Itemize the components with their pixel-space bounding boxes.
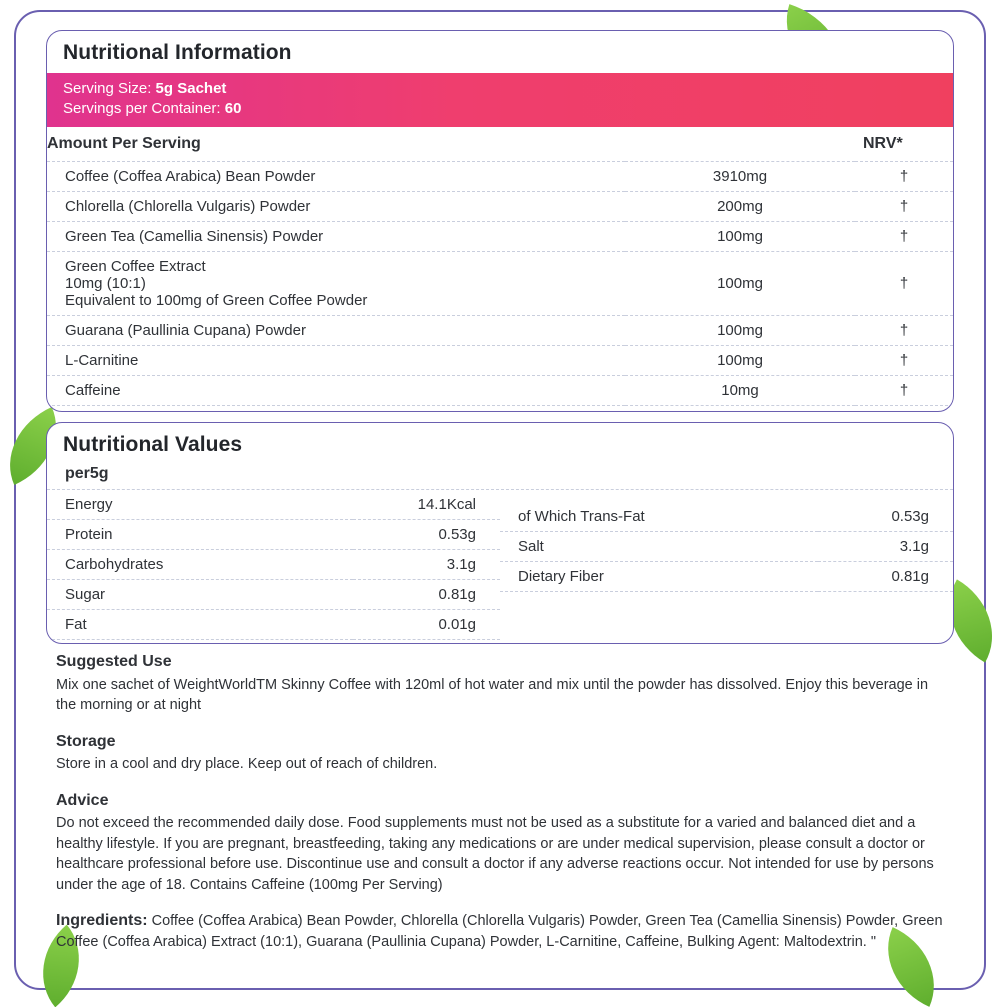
table-row xyxy=(47,346,953,376)
table-row xyxy=(47,520,500,550)
ingredients-body: Coffee (Coffea Arabica) Bean Powder, Chlorella (Chlorella Vulgaris) Powder, Green Tea (Camellia Sinensis) Powder, Green Coffee (Coffea Arabica) Extract (10:1), Guarana (Paullinia Cupana) Powder, L-Carnitine, Caffeine, Bulking Agent: Maltodextrin. " xyxy=(56,913,943,950)
value-amount xyxy=(818,604,953,616)
serving-size-value: 5g Sachet xyxy=(155,80,227,97)
value-amount: 0.01g xyxy=(353,610,500,640)
nutritional-values-left-column xyxy=(47,490,500,644)
ingredient-amount: 100mg xyxy=(625,222,855,252)
nutritional-information-table xyxy=(47,127,953,406)
value-amount: 14.1Kcal xyxy=(353,490,500,520)
nrv-footnote xyxy=(47,406,953,412)
value-amount: 3.1g xyxy=(818,532,953,562)
ingredient-amount: 100mg xyxy=(625,252,855,316)
ingredient-amount: 100mg xyxy=(625,316,855,346)
table-row xyxy=(47,490,500,520)
ingredients-label: Ingredients: xyxy=(56,912,148,929)
value-amount: 0.81g xyxy=(353,580,500,610)
nutritional-information-title: Nutritional Information xyxy=(63,41,292,64)
table-row xyxy=(500,532,953,562)
ingredient-name: Guarana (Paullinia Cupana) Powder xyxy=(47,316,625,346)
nutritional-values-left-table xyxy=(47,490,500,644)
value-key: of Which Trans-Fat xyxy=(500,502,818,532)
nutritional-values-title: Nutritional Values xyxy=(63,433,243,456)
table-row xyxy=(47,316,953,346)
ingredient-amount: 10mg xyxy=(625,376,855,406)
ingredient-amount: 200mg xyxy=(625,192,855,222)
table-row xyxy=(500,604,953,616)
table-row xyxy=(47,222,953,252)
servings-per-container-line xyxy=(63,99,937,119)
ingredient-amount: 100mg xyxy=(625,346,855,376)
nutritional-values-card xyxy=(46,422,954,644)
ingredient-subline-2: Equivalent to 100mg of Green Coffee Powder xyxy=(65,292,368,309)
table-row xyxy=(500,502,953,532)
ingredient-amount: 3910mg xyxy=(625,162,855,192)
ingredient-name: Chlorella (Chlorella Vulgaris) Powder xyxy=(47,192,625,222)
servings-per-container-value: 60 xyxy=(224,100,242,117)
ingredient-nrv: † xyxy=(855,192,953,222)
value-key xyxy=(47,640,353,645)
table-row xyxy=(47,550,500,580)
value-key: Fat xyxy=(47,610,353,640)
serving-band xyxy=(47,73,953,127)
value-key xyxy=(500,592,818,605)
suggested-use-heading: Suggested Use xyxy=(56,653,172,670)
value-amount: 0.81g xyxy=(818,562,953,592)
column-header-nrv: NRV* xyxy=(855,127,953,162)
nutritional-values-right-column xyxy=(500,490,953,644)
per-serving-label: per5g xyxy=(47,465,953,490)
ingredient-name: Green Coffee Extract xyxy=(65,258,206,275)
value-key xyxy=(500,490,818,502)
ingredients-section xyxy=(56,911,952,952)
table-row xyxy=(47,192,953,222)
ingredient-nrv: † xyxy=(855,222,953,252)
table-row xyxy=(47,252,953,316)
value-amount xyxy=(818,592,953,605)
ingredient-nrv: † xyxy=(855,376,953,406)
value-key: Protein xyxy=(47,520,353,550)
value-key: Energy xyxy=(47,490,353,520)
column-header-amount xyxy=(625,127,855,162)
ingredient-name: Green Tea (Camellia Sinensis) Powder xyxy=(47,222,625,252)
table-row xyxy=(47,376,953,406)
ingredient-name: Coffee (Coffea Arabica) Bean Powder xyxy=(47,162,625,192)
table-header-row xyxy=(47,127,953,162)
ingredient-name: L-Carnitine xyxy=(47,346,625,376)
value-key: Carbohydrates xyxy=(47,550,353,580)
nutritional-values-grid xyxy=(47,490,953,644)
table-row xyxy=(500,490,953,502)
table-row xyxy=(47,640,500,645)
table-row xyxy=(47,610,500,640)
value-key: Salt xyxy=(500,532,818,562)
servings-per-container-label: Servings per Container: xyxy=(63,100,221,117)
value-amount xyxy=(818,490,953,502)
table-row xyxy=(500,592,953,605)
table-row xyxy=(47,580,500,610)
bottom-sections xyxy=(56,652,952,952)
value-amount: 0.53g xyxy=(818,502,953,532)
table-row xyxy=(47,162,953,192)
ingredient-nrv: † xyxy=(855,252,953,316)
value-key: Sugar xyxy=(47,580,353,610)
serving-size-line xyxy=(63,79,937,99)
ingredient-nrv: † xyxy=(855,162,953,192)
ingredient-nrv: † xyxy=(855,346,953,376)
value-amount xyxy=(353,640,500,645)
ingredient-nrv: † xyxy=(855,316,953,346)
nutritional-information-card xyxy=(46,30,954,412)
value-amount: 0.53g xyxy=(353,520,500,550)
storage-body: Store in a cool and dry place. Keep out of reach of children. xyxy=(56,756,438,772)
ingredient-name-block xyxy=(47,252,625,316)
suggested-use-body: Mix one sachet of WeightWorldTM Skinny Coffee with 120ml of hot water and mix until the powder has dissolved. Enjoy this beverage in the morning or at night xyxy=(56,676,929,713)
advice-heading: Advice xyxy=(56,791,109,809)
advice-body: Do not exceed the recommended daily dose. Food supplements must not be used as a substitute for a varied and balanced diet and a healthy lifestyle. If you are pregnant, breastfeeding, taking any medications or are under medical supervision, please consult a doctor or healthcare professional before use. Discontinue use and consult a doctor if any adverse reactions occur. Not intended for use by persons under the age of 18. Contains Caffeine (100mg Per Serving) xyxy=(56,815,934,893)
value-key: Dietary Fiber xyxy=(500,562,818,592)
serving-size-label: Serving Size: xyxy=(63,80,152,97)
storage-heading: Storage xyxy=(56,732,116,750)
ingredient-name: Caffeine xyxy=(47,376,625,406)
table-row xyxy=(500,562,953,592)
value-key xyxy=(500,604,818,616)
ingredient-subline-1: 10mg (10:1) xyxy=(65,275,146,292)
column-header-amount-per-serving: Amount Per Serving xyxy=(47,127,625,162)
nutritional-values-right-table xyxy=(500,490,953,616)
value-amount: 3.1g xyxy=(353,550,500,580)
